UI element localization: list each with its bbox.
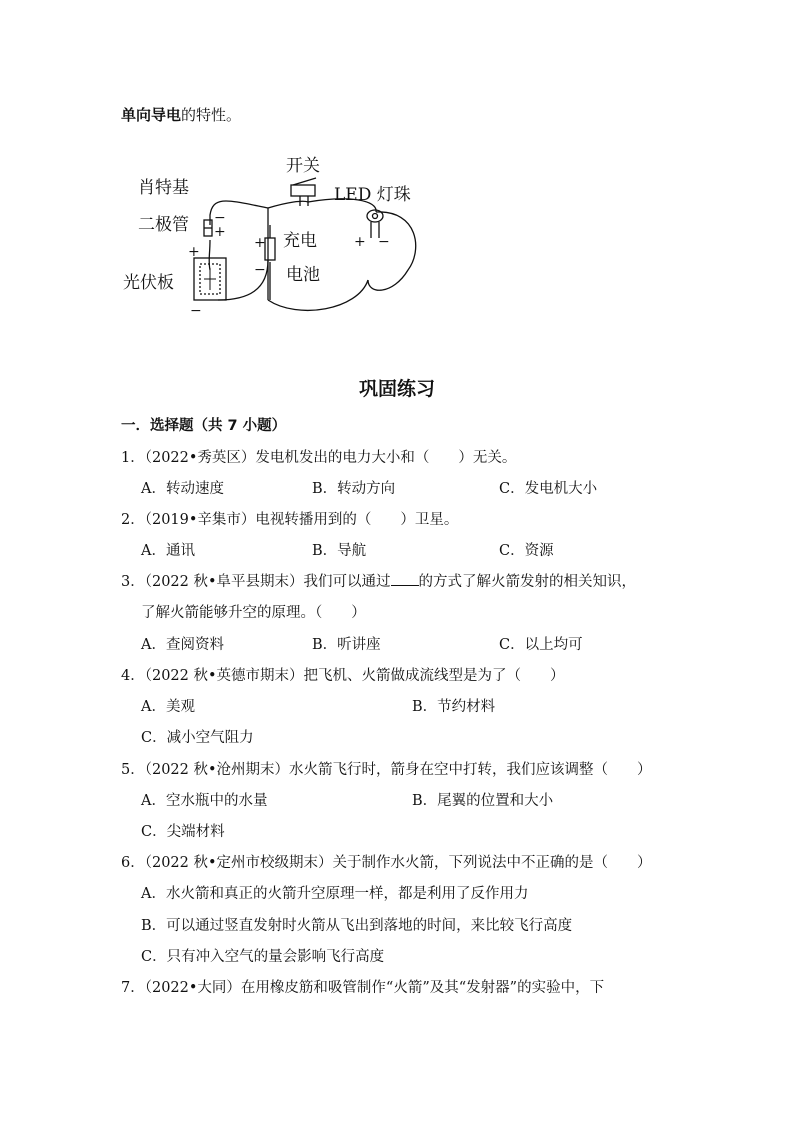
panel-label: 光伏板 — [123, 273, 174, 293]
q2-option-c: C．资源 — [499, 543, 554, 559]
q3-option-c: C．以上均可 — [499, 637, 583, 653]
battery-minus: − — [254, 262, 266, 278]
q4-option-a: A．美观 — [141, 699, 195, 715]
q5-option-c: C．尖端材料 — [141, 824, 225, 840]
intro-rest: 的特性。 — [181, 106, 242, 124]
q3-option-a: A．查阅资料 — [141, 637, 224, 653]
q5-option-a: A．空水瓶中的水量 — [141, 793, 268, 809]
question-4-stem: 4．（2022 秋•英德市期末）把飞机、火箭做成流线型是为了（ ） — [121, 668, 565, 684]
question-6-stem: 6．（2022 秋•定州市校级期末）关于制作水火箭，下列说法中不正确的是（ ） — [121, 855, 652, 871]
q6-option-b: B．可以通过竖直发射时火箭从飞出到落地的时间，来比较飞行高度 — [141, 918, 573, 934]
question-5-stem: 5．（2022 秋•沧州期末）水火箭飞行时，箭身在空中打转，我们应该调整（ ） — [121, 762, 652, 778]
question-3-stem — [121, 570, 636, 591]
battery-icon — [265, 238, 275, 260]
q4-option-b: B．节约材料 — [412, 699, 496, 715]
q1-option-b: B．转动方向 — [312, 481, 396, 497]
q3-option-b: B．听讲座 — [312, 637, 381, 653]
led-plus: + — [354, 234, 366, 250]
battery-plus: + — [254, 235, 266, 251]
diode-icon — [204, 220, 212, 236]
battery-label-2: 电池 — [286, 265, 320, 285]
switch-label: 开关 — [286, 156, 320, 176]
page-title: 巩固练习 — [358, 378, 435, 400]
diode-label-1: 肖特基 — [138, 178, 189, 198]
q5-option-b: B．尾翼的位置和大小 — [412, 793, 554, 809]
intro-text — [121, 104, 241, 125]
section-heading: 一．选择题（共 7 小题） — [121, 418, 287, 434]
question-3-stem-line-2: 了解火箭能够升空的原理。（ ） — [141, 605, 366, 621]
diode-label-2: 二极管 — [138, 215, 189, 235]
panel-minus: − — [190, 303, 202, 319]
led-minus: − — [378, 234, 390, 250]
q3-blank — [391, 573, 419, 586]
question-2-stem: 2．（2019•辛集市）电视转播用到的（ ）卫星。 — [121, 512, 459, 528]
battery-label-1: 充电 — [283, 231, 317, 251]
q2-option-a: A．通讯 — [141, 543, 195, 559]
question-1-stem: 1．（2022•秀英区）发电机发出的电力大小和（ ）无关。 — [121, 450, 517, 466]
question-7-stem: 7．（2022•大同）在用橡皮筋和吸管制作“火箭”及其“发射器”的实验中，下 — [121, 980, 605, 996]
q1-option-c: C．发电机大小 — [499, 481, 598, 497]
intro-bold: 单向导电 — [121, 106, 182, 124]
q3-stem-b: 的方式了解火箭发射的相关知识， — [418, 574, 637, 590]
q6-option-a: A．水火箭和真正的火箭升空原理一样，都是利用了反作用力 — [141, 886, 529, 902]
q4-option-c: C．减小空气阻力 — [141, 730, 254, 746]
diode-plus: + — [214, 224, 226, 240]
wire-middle — [268, 201, 368, 310]
solar-panel-icon — [194, 258, 226, 300]
q6-option-c: C．只有冲入空气的量会影响飞行高度 — [141, 949, 385, 965]
q2-option-b: B．导航 — [312, 543, 367, 559]
diode-minus: − — [214, 210, 226, 226]
panel-plus: + — [188, 244, 200, 260]
circuit-diagram — [118, 150, 438, 320]
q1-option-a: A．转动速度 — [141, 481, 224, 497]
led-label: LED 灯珠 — [334, 185, 411, 205]
q3-stem-a: 3．（2022 秋•阜平县期末）我们可以通过 — [121, 574, 391, 590]
